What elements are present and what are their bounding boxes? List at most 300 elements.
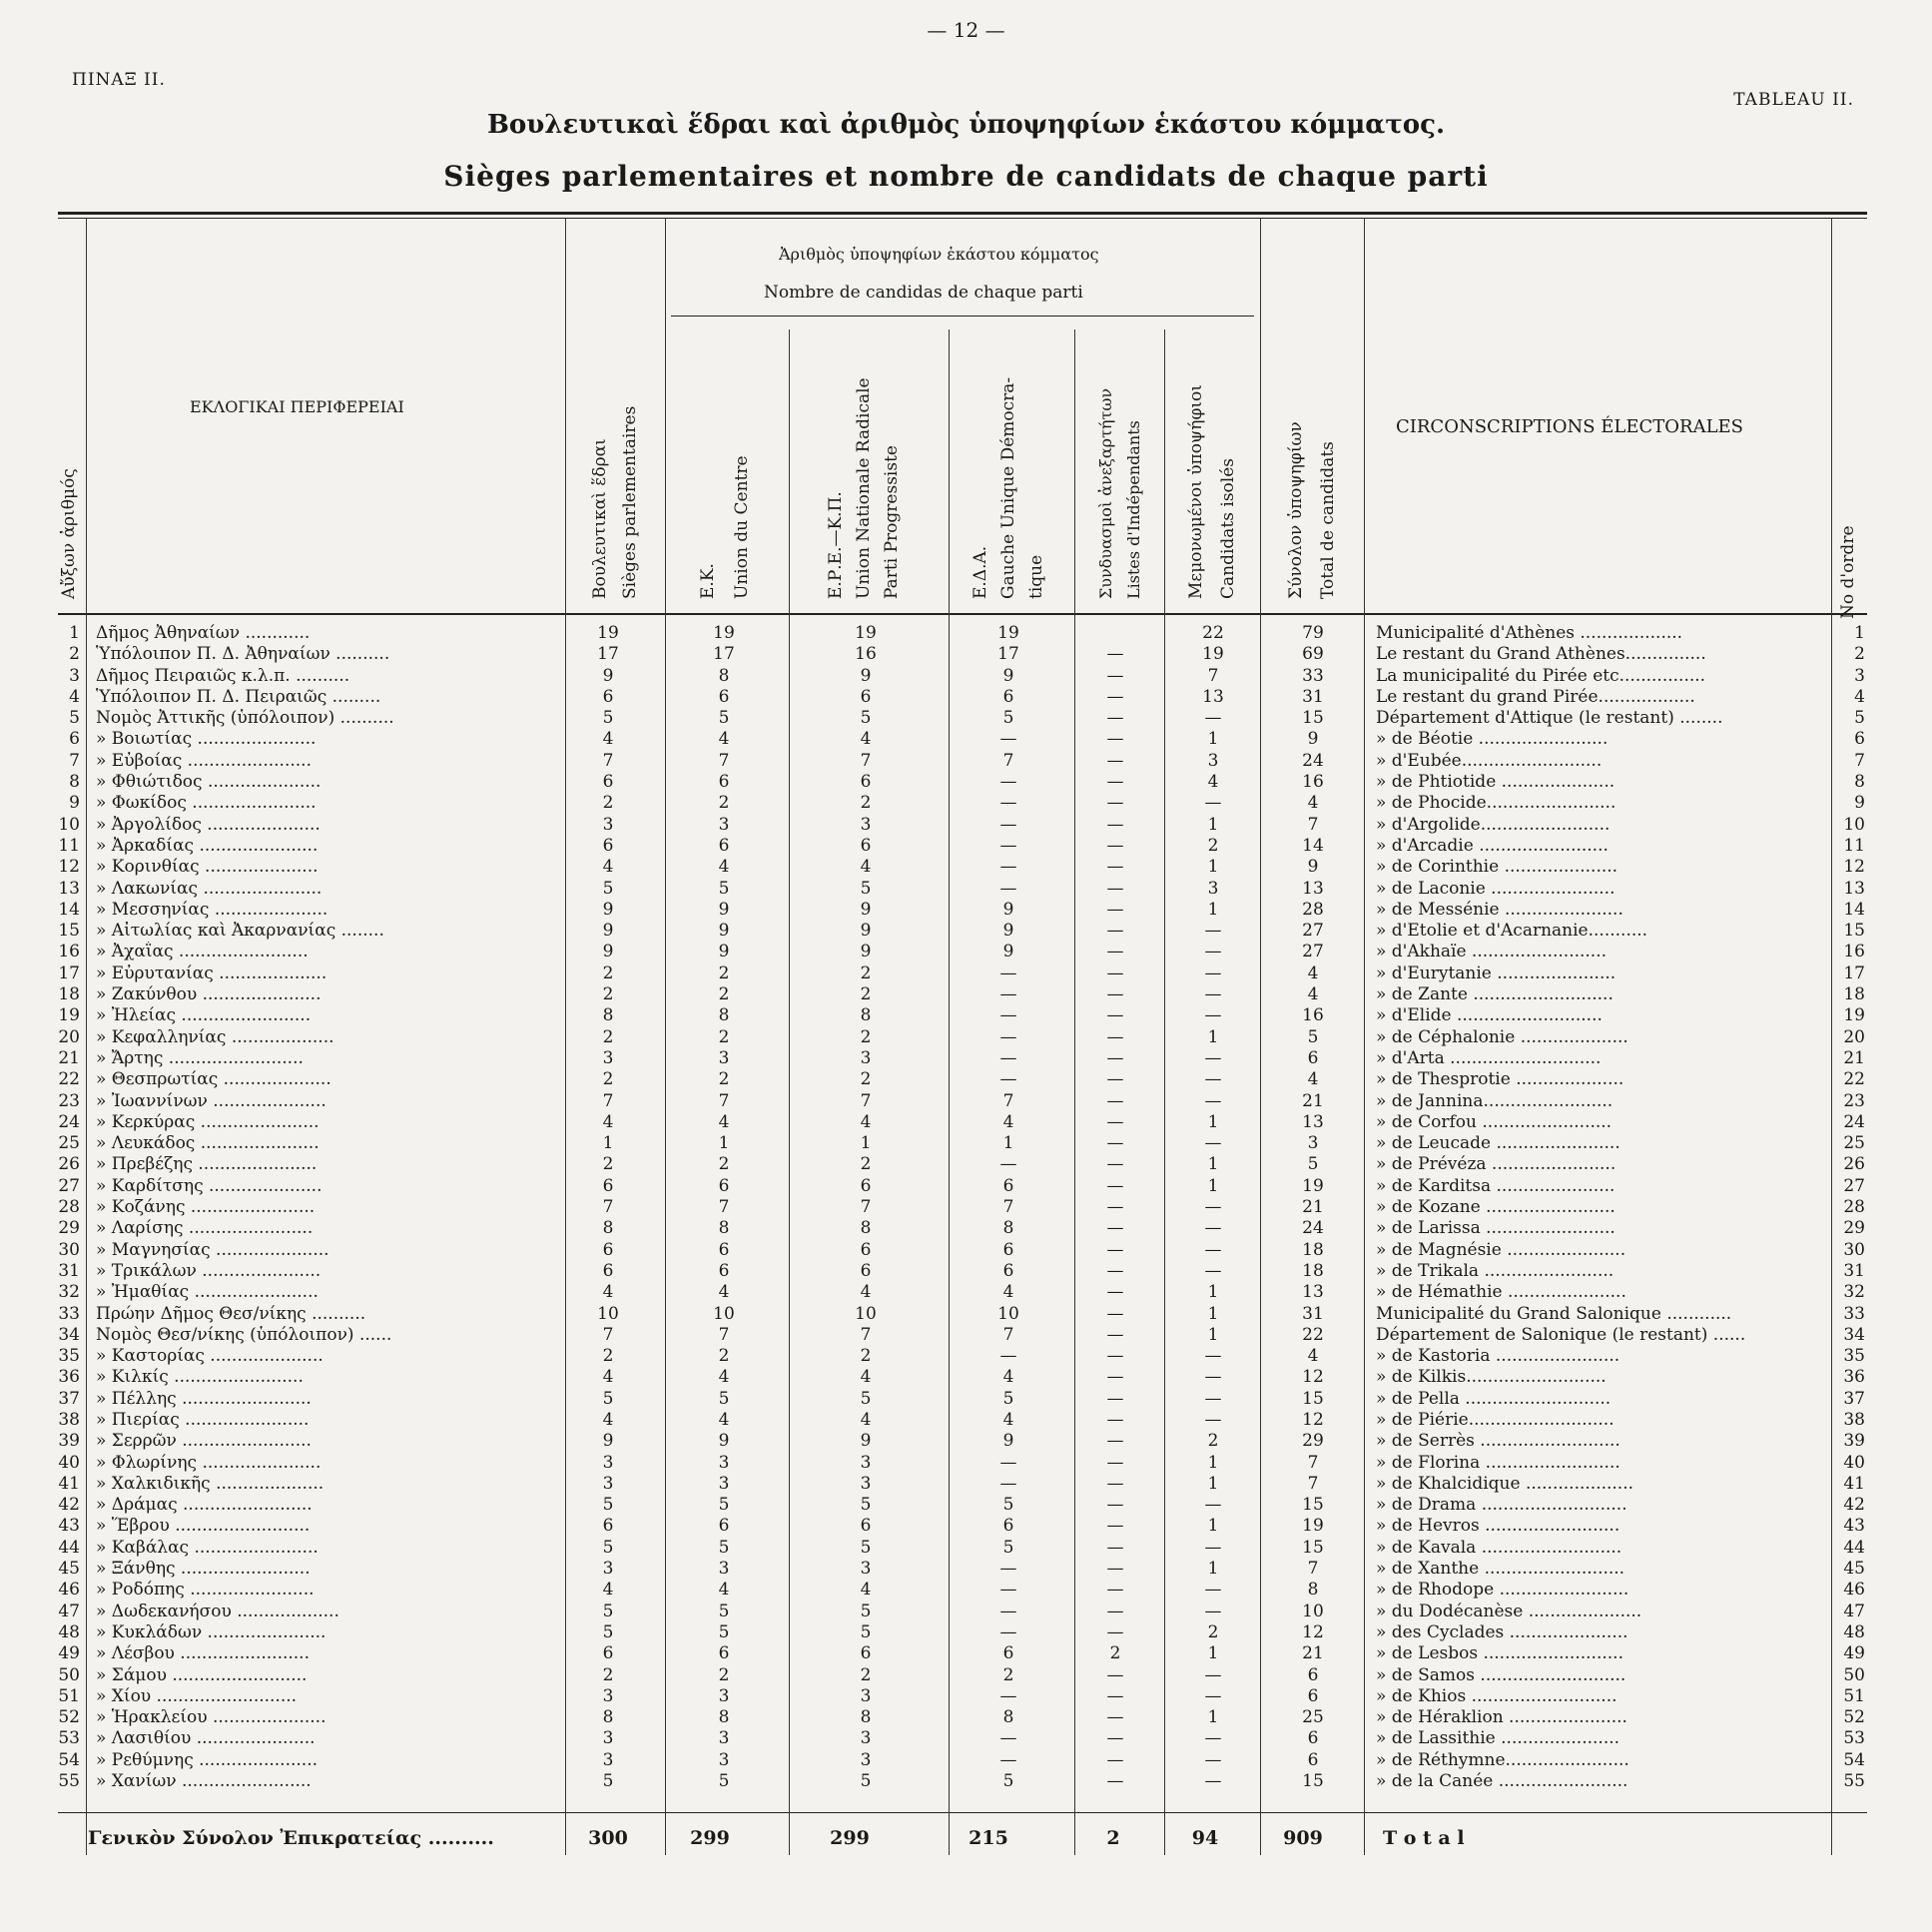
cell-circ-fr: » de Corinthie ..................... — [1376, 857, 1618, 878]
cell-seats: 2 — [602, 1664, 614, 1685]
cell-circ-gr: » Σερρῶν ........................ — [96, 1431, 312, 1452]
cell-seats: 3 — [602, 1685, 614, 1706]
cell-eda: 4 — [1002, 1282, 1014, 1303]
table-row — [0, 836, 1932, 857]
cell-circ-fr: » d'Etolie et d'Acarnanie........... — [1376, 921, 1648, 942]
cell-tot: 27 — [1302, 921, 1324, 942]
cell-ind: — — [1106, 1111, 1124, 1132]
cell-circ-gr: » Ζακύνθου ...................... — [96, 984, 322, 1005]
cell-order-gr: 18 — [58, 984, 80, 1005]
cell-iso: — — [1204, 984, 1222, 1005]
cell-epe: 8 — [860, 1005, 872, 1026]
table-row — [0, 1665, 1932, 1686]
cell-circ-gr: Δῆμος Πειραιῶς κ.λ.π. .......... — [96, 665, 350, 686]
cell-order-gr: 48 — [58, 1621, 80, 1642]
cell-eda: — — [999, 1069, 1017, 1090]
cell-circ-fr: » du Dodécanèse ..................... — [1376, 1601, 1642, 1621]
cell-eda: 7 — [1002, 750, 1014, 771]
cell-seats: 19 — [597, 623, 619, 643]
cell-tot: 15 — [1302, 1495, 1324, 1516]
cell-iso: — — [1204, 1197, 1222, 1218]
cell-order-fr: 7 — [1854, 750, 1865, 771]
cell-eda: 8 — [1002, 1707, 1014, 1728]
cell-eda: — — [999, 729, 1017, 750]
table-label-french: TABLEAU II. — [1733, 90, 1854, 110]
cell-eda: — — [999, 963, 1017, 983]
cell-ek: 5 — [718, 1537, 730, 1558]
cell-circ-gr: Νομὸς Ἀττικῆς (ὑπόλοιπον) .......... — [96, 708, 394, 729]
cell-circ-fr: » d'Argolide........................ — [1376, 814, 1610, 835]
cell-ind: — — [1106, 686, 1124, 707]
cell-tot: 12 — [1302, 1409, 1324, 1430]
cell-seats: 6 — [602, 1175, 614, 1196]
table-row — [0, 1154, 1932, 1175]
cell-tot: 13 — [1302, 878, 1324, 899]
table-row — [0, 1495, 1932, 1516]
cell-ek: 4 — [718, 1367, 730, 1388]
header-iso-fr: Candidats isolés — [1218, 457, 1238, 599]
cell-iso: 13 — [1202, 686, 1224, 707]
cell-epe: 4 — [860, 857, 872, 878]
cell-iso: — — [1204, 1601, 1222, 1621]
table-row — [0, 772, 1932, 793]
cell-ind: — — [1106, 1664, 1124, 1685]
cell-iso: 1 — [1207, 1643, 1219, 1664]
cell-circ-fr: » de Pella ........................... — [1376, 1388, 1611, 1409]
table-row — [0, 1282, 1932, 1303]
cell-tot: 12 — [1302, 1367, 1324, 1388]
cell-ek: 9 — [718, 942, 730, 963]
cell-order-gr: 50 — [58, 1664, 80, 1685]
table-row — [0, 1048, 1932, 1069]
cell-circ-gr: » Λέσβου ........................ — [96, 1643, 310, 1664]
cell-tot: 21 — [1302, 1090, 1324, 1111]
cell-epe: 2 — [860, 793, 872, 814]
cell-seats: 2 — [602, 1069, 614, 1090]
cell-epe: 6 — [860, 1516, 872, 1537]
cell-epe: 5 — [860, 1537, 872, 1558]
cell-epe: 2 — [860, 1664, 872, 1685]
cell-ind: — — [1106, 1154, 1124, 1175]
cell-iso: — — [1204, 1133, 1222, 1154]
cell-order-gr: 42 — [58, 1495, 80, 1516]
cell-order-gr: 28 — [58, 1197, 80, 1218]
cell-tot: 18 — [1302, 1260, 1324, 1281]
cell-circ-gr: » Ἡρακλείου ..................... — [96, 1707, 326, 1728]
cell-seats: 4 — [602, 1282, 614, 1303]
cell-order-fr: 13 — [1843, 878, 1865, 899]
cell-order-fr: 35 — [1843, 1346, 1865, 1367]
title-french: Sièges parlementaires et nombre de candidats de chaque parti — [443, 160, 1489, 193]
header-tot-gr: Σύνολον ὑποψηφίων — [1286, 421, 1306, 599]
table-row — [0, 1602, 1932, 1622]
group-header-rule — [671, 316, 1254, 317]
table-row — [0, 1580, 1932, 1601]
cell-epe: 4 — [860, 729, 872, 750]
cell-tot: 6 — [1307, 1728, 1319, 1749]
cell-iso: — — [1204, 942, 1222, 963]
total-ind: 2 — [1106, 1827, 1120, 1849]
cell-tot: 16 — [1302, 772, 1324, 793]
cell-seats: 3 — [602, 1473, 614, 1494]
cell-ek: 4 — [718, 857, 730, 878]
cell-tot: 5 — [1307, 1026, 1319, 1047]
cell-order-fr: 45 — [1843, 1559, 1865, 1580]
table-row — [0, 1707, 1932, 1728]
cell-epe: 6 — [860, 1643, 872, 1664]
cell-order-gr: 2 — [69, 644, 80, 665]
cell-ek: 4 — [718, 1580, 730, 1601]
cell-eda: 1 — [1002, 1133, 1014, 1154]
cell-circ-fr: » de Kilkis.......................... — [1376, 1367, 1607, 1388]
cell-ind: — — [1106, 1749, 1124, 1770]
cell-order-gr: 8 — [69, 772, 80, 793]
cell-seats: 3 — [602, 1559, 614, 1580]
cell-circ-gr: » Πιερίας ....................... — [96, 1409, 310, 1430]
cell-order-fr: 50 — [1843, 1664, 1865, 1685]
cell-iso: — — [1204, 1346, 1222, 1367]
cell-circ-fr: » de Serrès .......................... — [1376, 1431, 1620, 1452]
cell-circ-gr: » Πέλλης ........................ — [96, 1388, 312, 1409]
cell-circ-gr: » Ρεθύμνης ...................... — [96, 1749, 318, 1770]
cell-eda: 6 — [1002, 1516, 1014, 1537]
cell-eda: 5 — [1002, 708, 1014, 729]
cell-circ-fr: » d'Arcadie ........................ — [1376, 835, 1609, 856]
cell-epe: 4 — [860, 1367, 872, 1388]
cell-ind: — — [1106, 793, 1124, 814]
cell-eda: 9 — [1002, 942, 1014, 963]
cell-seats: 5 — [602, 878, 614, 899]
cell-epe: 5 — [860, 1771, 872, 1792]
cell-circ-fr: La municipalité du Pirée etc................ — [1376, 665, 1706, 686]
cell-seats: 4 — [602, 1111, 614, 1132]
cell-tot: 10 — [1302, 1601, 1324, 1621]
cell-seats: 9 — [602, 921, 614, 942]
cell-ek: 7 — [718, 750, 730, 771]
cell-order-gr: 55 — [58, 1771, 80, 1792]
cell-circ-fr: » de Xanthe .......................... — [1376, 1559, 1625, 1580]
cell-eda: — — [999, 1005, 1017, 1026]
cell-ind: — — [1106, 1069, 1124, 1090]
cell-iso: — — [1204, 1749, 1222, 1770]
page-number: — 12 — — [927, 18, 1005, 42]
cell-ek: 5 — [718, 1621, 730, 1642]
table-top-rule — [58, 212, 1867, 215]
header-ind-gr: Συνδυασμοὶ ἀνεξαρτήτων — [1096, 387, 1115, 599]
total-tot: 909 — [1283, 1827, 1323, 1849]
cell-circ-fr: » de Florina ......................... — [1376, 1452, 1620, 1473]
cell-order-fr: 10 — [1843, 814, 1865, 835]
cell-circ-gr: » Χίου .......................... — [96, 1685, 298, 1706]
total-label-fr: T o t a l — [1383, 1827, 1465, 1849]
cell-epe: 6 — [860, 772, 872, 793]
cell-seats: 6 — [602, 835, 614, 856]
header-epe-3: Parti Progressiste — [882, 445, 902, 599]
cell-ek: 9 — [718, 1431, 730, 1452]
cell-ind: — — [1106, 1005, 1124, 1026]
cell-iso: 1 — [1207, 899, 1219, 920]
cell-seats: 6 — [602, 772, 614, 793]
cell-order-gr: 25 — [58, 1133, 80, 1154]
cell-order-fr: 8 — [1854, 772, 1865, 793]
cell-tot: 79 — [1302, 623, 1324, 643]
table-row — [0, 1453, 1932, 1474]
cell-eda: — — [999, 1346, 1017, 1367]
cell-order-gr: 43 — [58, 1516, 80, 1537]
cell-iso: 2 — [1207, 1431, 1219, 1452]
cell-epe: 5 — [860, 1388, 872, 1409]
cell-order-fr: 5 — [1854, 708, 1865, 729]
cell-circ-gr: » Κεφαλληνίας ................... — [96, 1026, 334, 1047]
cell-order-gr: 15 — [58, 921, 80, 942]
table-row — [0, 1325, 1932, 1346]
cell-epe: 3 — [860, 1473, 872, 1494]
cell-ind: — — [1106, 1771, 1124, 1792]
cell-epe: 2 — [860, 1154, 872, 1175]
cell-circ-gr: » Ροδόπης ....................... — [96, 1580, 315, 1601]
cell-circ-gr: Ὑπόλοιπον Π. Δ. Πειραιῶς ......... — [96, 686, 381, 707]
table-row — [0, 900, 1932, 921]
cell-ind: — — [1106, 1026, 1124, 1047]
cell-ek: 3 — [718, 1452, 730, 1473]
table-row — [0, 1346, 1932, 1367]
cell-seats: 7 — [602, 1197, 614, 1218]
cell-iso: — — [1204, 1239, 1222, 1260]
cell-circ-gr: » Χανίων ........................ — [96, 1771, 312, 1792]
cell-ek: 6 — [718, 1175, 730, 1196]
cell-epe: 3 — [860, 1728, 872, 1749]
cell-seats: 4 — [602, 729, 614, 750]
cell-order-fr: 49 — [1843, 1643, 1865, 1664]
table-row — [0, 1218, 1932, 1239]
cell-ind: — — [1106, 1303, 1124, 1324]
cell-ind: — — [1106, 1367, 1124, 1388]
cell-order-gr: 10 — [58, 814, 80, 835]
cell-ind: — — [1106, 772, 1124, 793]
cell-ind: — — [1106, 1282, 1124, 1303]
cell-order-fr: 12 — [1843, 857, 1865, 878]
table-row — [0, 1559, 1932, 1580]
cell-iso: 7 — [1207, 665, 1219, 686]
cell-ek: 9 — [718, 899, 730, 920]
cell-ek: 9 — [718, 921, 730, 942]
cell-circ-gr: » Κορινθίας ..................... — [96, 857, 319, 878]
cell-order-gr: 19 — [58, 1005, 80, 1026]
cell-tot: 13 — [1302, 1282, 1324, 1303]
cell-ind: — — [1106, 1601, 1124, 1621]
cell-order-fr: 40 — [1843, 1452, 1865, 1473]
cell-seats: 5 — [602, 708, 614, 729]
cell-circ-gr: » Ἀργολίδος ..................... — [96, 814, 321, 835]
cell-circ-fr: » de Réthymne....................... — [1376, 1749, 1629, 1770]
table-row — [0, 815, 1932, 836]
cell-iso: — — [1204, 1771, 1222, 1792]
cell-iso: 1 — [1207, 1175, 1219, 1196]
cell-eda: 4 — [1002, 1367, 1014, 1388]
table-row — [0, 751, 1932, 772]
header-circ-fr: CIRCONSCRIPTIONS ÉLECTORALES — [1396, 416, 1744, 437]
cell-ek: 8 — [718, 1005, 730, 1026]
cell-circ-fr: » de Trikala ........................ — [1376, 1260, 1614, 1281]
table-row — [0, 1261, 1932, 1282]
cell-iso: 4 — [1207, 772, 1219, 793]
cell-seats: 4 — [602, 857, 614, 878]
cell-circ-gr: » Θεσπρωτίας .................... — [96, 1069, 331, 1090]
cell-eda: 6 — [1002, 686, 1014, 707]
cell-tot: 16 — [1302, 1005, 1324, 1026]
cell-epe: 9 — [860, 665, 872, 686]
cell-iso: 1 — [1207, 729, 1219, 750]
cell-circ-fr: » de Prévéza ....................... — [1376, 1154, 1616, 1175]
header-ind-fr: Listes d'Indépendants — [1124, 420, 1143, 599]
cell-circ-gr: » Εὐβοίας ....................... — [96, 750, 312, 771]
cell-circ-fr: » de Messénie ...................... — [1376, 899, 1623, 920]
cell-seats: 4 — [602, 1367, 614, 1388]
cell-circ-fr: » de Khios ........................... — [1376, 1685, 1617, 1706]
table-row — [0, 921, 1932, 942]
cell-circ-gr: » Σάμου ......................... — [96, 1664, 308, 1685]
cell-ek: 2 — [718, 793, 730, 814]
cell-epe: 7 — [860, 1324, 872, 1345]
table-row — [0, 1367, 1932, 1388]
cell-iso: — — [1204, 1580, 1222, 1601]
cell-ek: 6 — [718, 1643, 730, 1664]
table-row — [0, 1304, 1932, 1325]
cell-circ-gr: » Φωκίδος ....................... — [96, 793, 317, 814]
cell-order-fr: 54 — [1843, 1749, 1865, 1770]
cell-ek: 3 — [718, 1047, 730, 1068]
cell-ind: — — [1106, 1133, 1124, 1154]
cell-iso: — — [1204, 708, 1222, 729]
cell-eda: 9 — [1002, 665, 1014, 686]
cell-circ-fr: Le restant du grand Pirée.................. — [1376, 686, 1695, 707]
cell-order-fr: 20 — [1843, 1026, 1865, 1047]
cell-eda: — — [999, 835, 1017, 856]
cell-order-fr: 29 — [1843, 1218, 1865, 1239]
table-row — [0, 1538, 1932, 1559]
table-row — [0, 666, 1932, 687]
cell-order-fr: 15 — [1843, 921, 1865, 942]
cell-seats: 9 — [602, 942, 614, 963]
cell-circ-gr: Πρώην Δῆμος Θεσ/νίκης .......... — [96, 1303, 366, 1324]
cell-ind: — — [1106, 1580, 1124, 1601]
cell-tot: 24 — [1302, 750, 1324, 771]
table-row — [0, 1027, 1932, 1048]
cell-ek: 5 — [718, 1495, 730, 1516]
cell-order-gr: 9 — [69, 793, 80, 814]
cell-ek: 17 — [713, 644, 735, 665]
table-row — [0, 984, 1932, 1005]
cell-epe: 4 — [860, 1409, 872, 1430]
header-iso-gr: Μεμονωμένοι ὑποψήφιοι — [1186, 384, 1206, 599]
cell-ek: 5 — [718, 708, 730, 729]
cell-order-fr: 2 — [1854, 644, 1865, 665]
cell-tot: 4 — [1307, 793, 1319, 814]
cell-order-gr: 39 — [58, 1431, 80, 1452]
cell-circ-fr: » de Leucade ....................... — [1376, 1133, 1620, 1154]
cell-order-gr: 5 — [69, 708, 80, 729]
cell-circ-fr: » de Corfou ........................ — [1376, 1111, 1612, 1132]
cell-epe: 2 — [860, 1069, 872, 1090]
cell-circ-gr: » Δράμας ........................ — [96, 1495, 313, 1516]
cell-order-gr: 27 — [58, 1175, 80, 1196]
cell-ek: 3 — [718, 1728, 730, 1749]
cell-order-fr: 48 — [1843, 1621, 1865, 1642]
cell-ind: — — [1106, 1559, 1124, 1580]
cell-eda: — — [999, 878, 1017, 899]
cell-seats: 1 — [602, 1133, 614, 1154]
cell-seats: 8 — [602, 1218, 614, 1239]
cell-order-fr: 37 — [1843, 1388, 1865, 1409]
cell-ind: — — [1106, 1621, 1124, 1642]
cell-epe: 3 — [860, 1452, 872, 1473]
cell-tot: 4 — [1307, 1346, 1319, 1367]
cell-tot: 6 — [1307, 1664, 1319, 1685]
cell-order-fr: 14 — [1843, 899, 1865, 920]
cell-order-fr: 38 — [1843, 1409, 1865, 1430]
cell-order-gr: 44 — [58, 1537, 80, 1558]
cell-circ-gr: » Λευκάδος ...................... — [96, 1133, 320, 1154]
cell-ind: — — [1106, 963, 1124, 983]
cell-circ-fr: » de Piérie........................... — [1376, 1409, 1614, 1430]
cell-circ-gr: » Τρικάλων ...................... — [96, 1260, 322, 1281]
cell-eda: — — [999, 793, 1017, 814]
table-row — [0, 1474, 1932, 1495]
cell-ind: — — [1106, 1175, 1124, 1196]
cell-eda: 6 — [1002, 1175, 1014, 1196]
cell-ind: 2 — [1109, 1643, 1121, 1664]
cell-eda: 19 — [997, 623, 1019, 643]
cell-epe: 4 — [860, 1282, 872, 1303]
cell-ek: 3 — [718, 1559, 730, 1580]
header-seats — [585, 379, 645, 599]
table-row — [0, 1410, 1932, 1431]
cell-tot: 6 — [1307, 1749, 1319, 1770]
cell-ek: 2 — [718, 1154, 730, 1175]
total-iso: 94 — [1191, 1827, 1219, 1849]
cell-tot: 24 — [1302, 1218, 1324, 1239]
table-row — [0, 1133, 1932, 1154]
cell-circ-fr: » de Phocide........................ — [1376, 793, 1616, 814]
cell-order-gr: 31 — [58, 1260, 80, 1281]
cell-iso: — — [1204, 1069, 1222, 1090]
cell-ek: 3 — [718, 1749, 730, 1770]
cell-ek: 8 — [718, 665, 730, 686]
cell-tot: 15 — [1302, 708, 1324, 729]
cell-iso: — — [1204, 1367, 1222, 1388]
table-row — [0, 1069, 1932, 1090]
cell-ind: — — [1106, 750, 1124, 771]
cell-ek: 5 — [718, 1388, 730, 1409]
cell-order-fr: 16 — [1843, 942, 1865, 963]
cell-circ-gr: » Ἀχαΐας ........................ — [96, 942, 309, 963]
cell-order-gr: 52 — [58, 1707, 80, 1728]
cell-seats: 5 — [602, 1621, 614, 1642]
cell-ek: 3 — [718, 1685, 730, 1706]
cell-ind: — — [1106, 644, 1124, 665]
cell-seats: 6 — [602, 1643, 614, 1664]
cell-ek: 4 — [718, 1111, 730, 1132]
cell-circ-fr: » de Phtiotide ..................... — [1376, 772, 1615, 793]
cell-circ-gr: » Πρεβέζης ...................... — [96, 1154, 318, 1175]
cell-order-gr: 54 — [58, 1749, 80, 1770]
total-eda: 215 — [968, 1827, 1008, 1849]
header-iso — [1180, 384, 1244, 599]
cell-tot: 9 — [1307, 729, 1319, 750]
cell-eda: — — [999, 1047, 1017, 1068]
totals-row — [0, 1823, 1932, 1853]
cell-iso: 1 — [1207, 1516, 1219, 1537]
